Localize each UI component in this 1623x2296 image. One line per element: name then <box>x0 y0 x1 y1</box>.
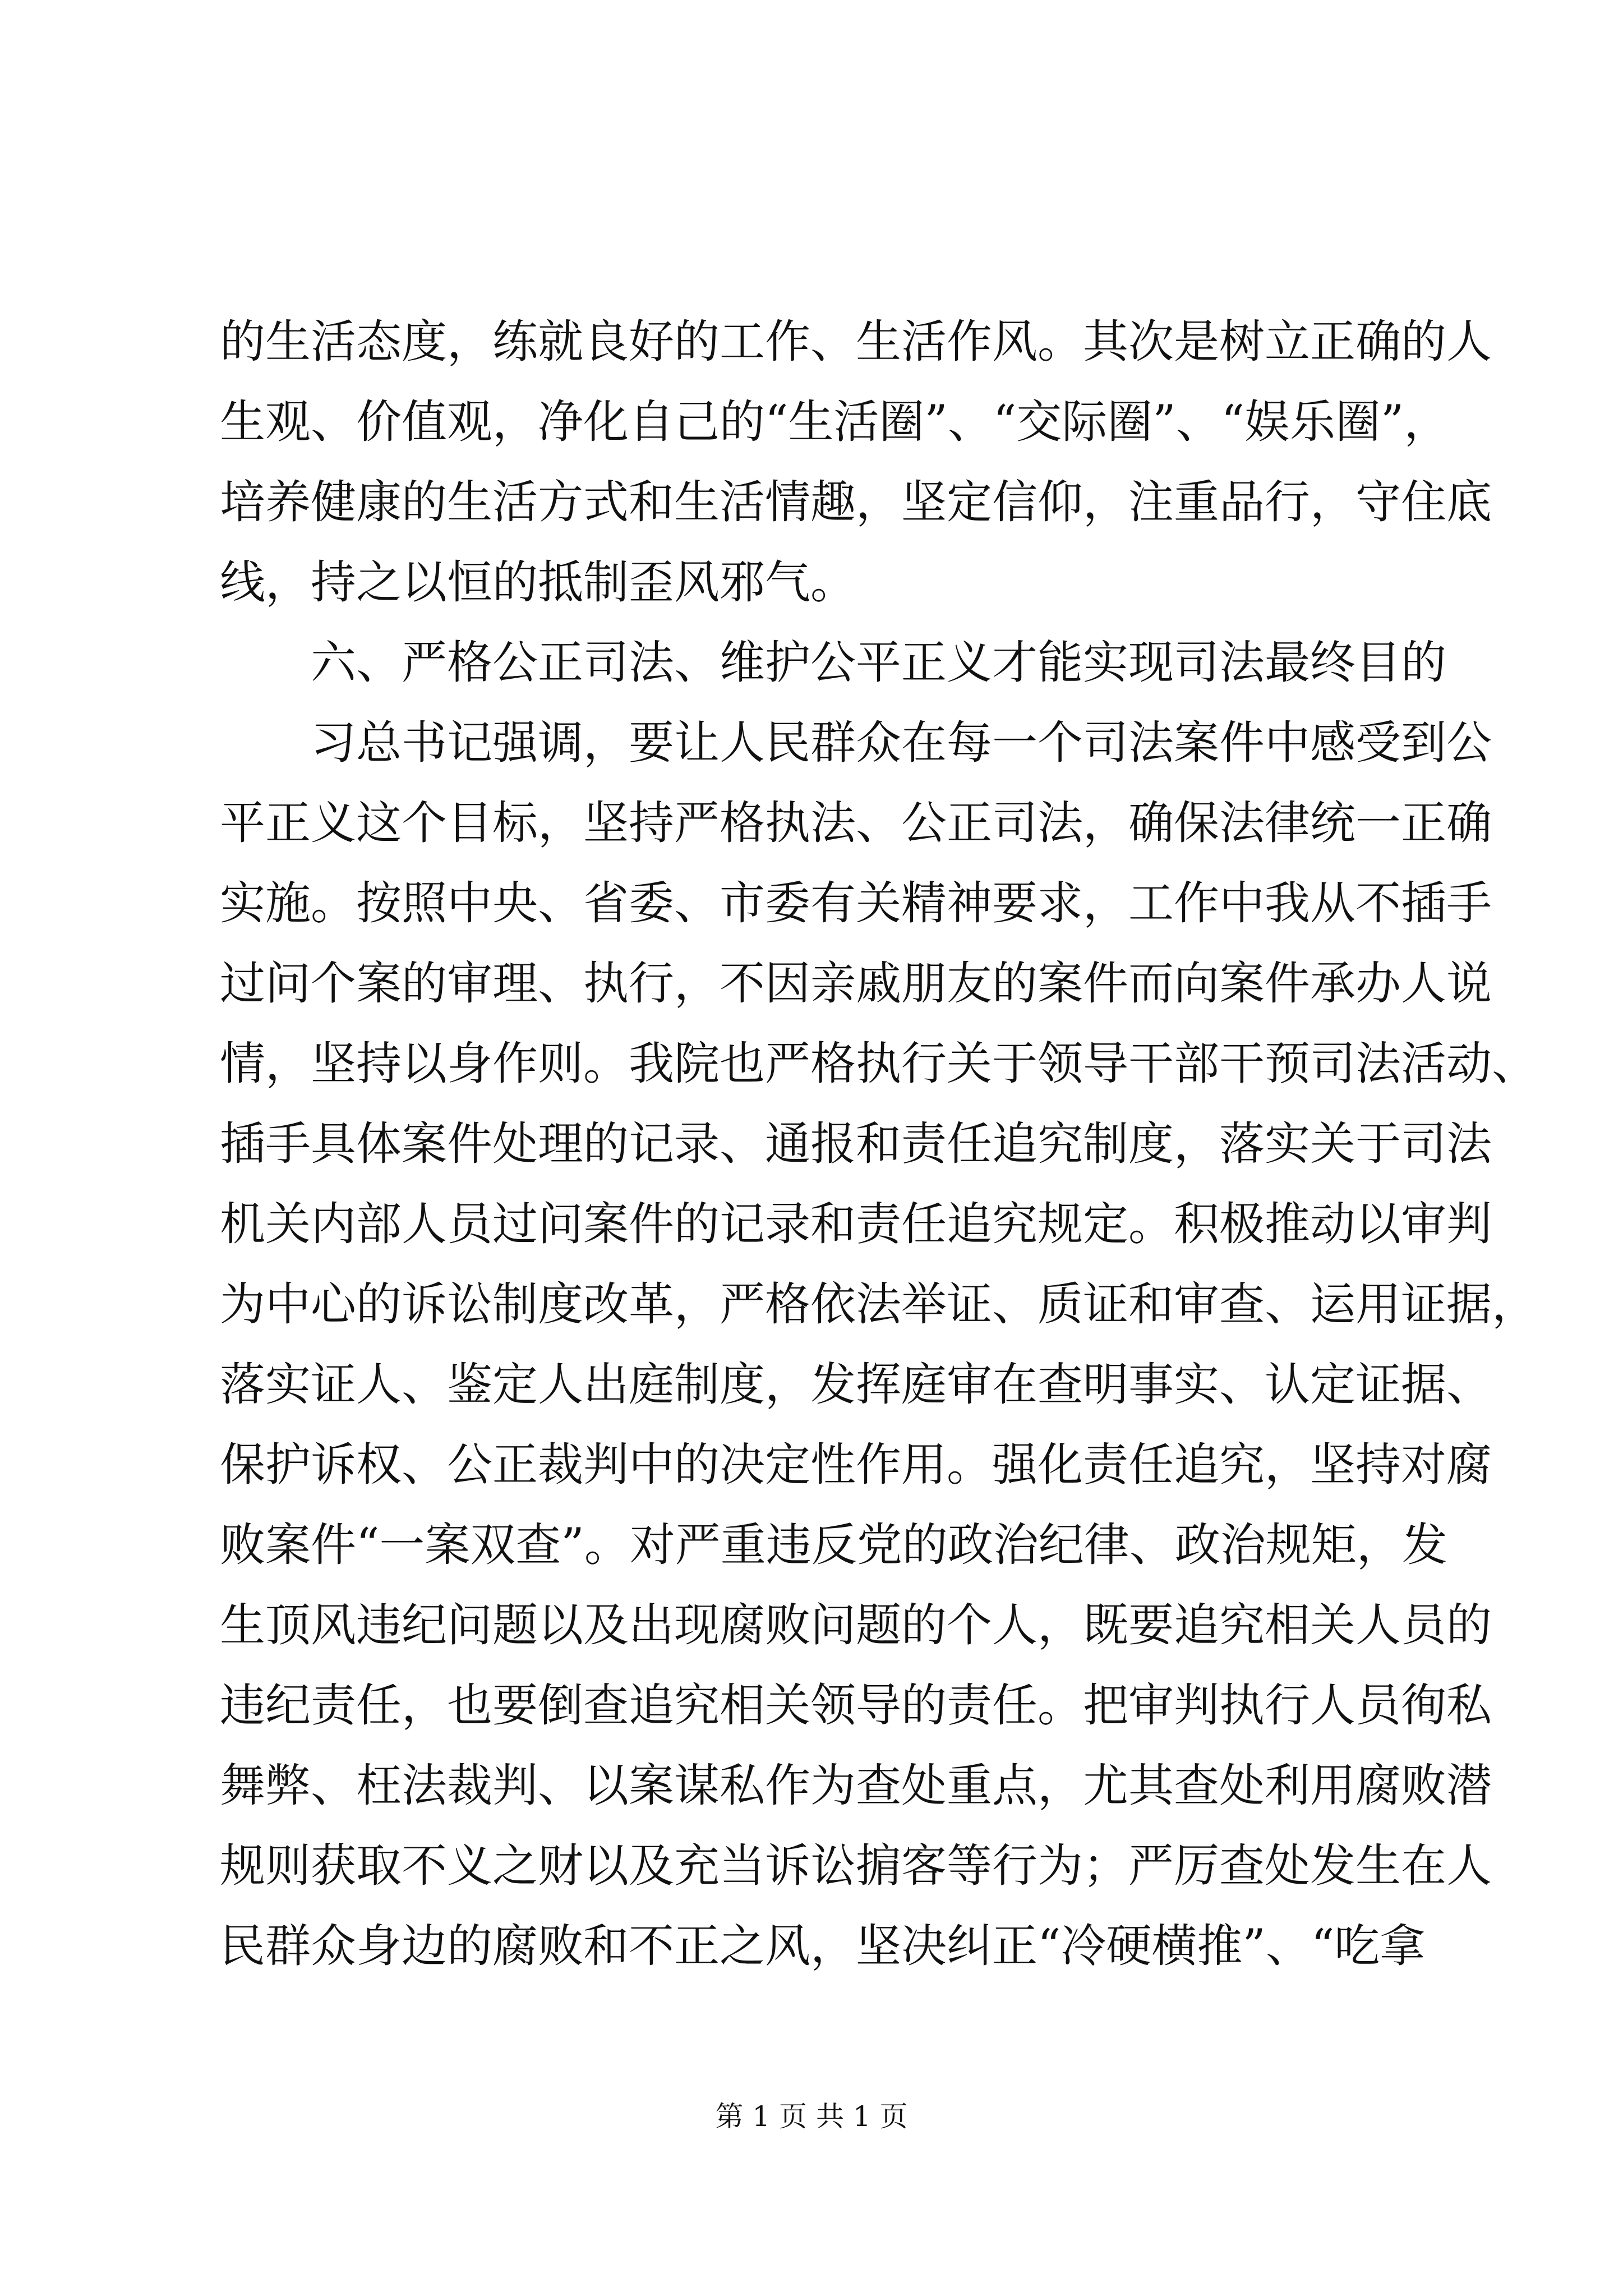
text-line: 落实证人、鉴定人出庭制度，发挥庭审在查明事实、认定证据、 <box>220 1359 1492 1411</box>
text-line: 违纪责任，也要倒查追究相关领导的责任。把审判执行人员徇私 <box>220 1680 1492 1732</box>
page-footer: 第 1 页 共 1 页 <box>715 2100 908 2133</box>
text-line: 的生活态度，练就良好的工作、生活作风。其次是树立正确的人 <box>220 316 1492 369</box>
text-line: 生观、价值观，净化自己的“生活圈”、“交际圈”、“娱乐圈”， <box>220 396 1450 449</box>
text-line: 舞弊、枉法裁判、以案谋私作为查处重点，尤其查处利用腐败潜 <box>220 1760 1492 1812</box>
text-line: 线，持之以恒的抵制歪风邪气。 <box>220 556 856 609</box>
text-line: 培养健康的生活方式和生活情趣，坚定信仰，注重品行，守住底 <box>220 476 1492 529</box>
text-line: 为中心的诉讼制度改革，严格依法举证、质证和审查、运用证据， <box>220 1278 1538 1331</box>
text-line: 败案件“一案双查”。对严重违反党的政治纪律、政治规矩，发 <box>220 1519 1447 1572</box>
text-line: 情，坚持以身作则。我院也严格执行关于领导干部干预司法活动、 <box>220 1038 1538 1091</box>
text-line: 生顶风违纪问题以及出现腐败问题的个人，既要追究相关人员的 <box>220 1599 1492 1652</box>
text-line: 平正义这个目标，坚持严格执法、公正司法，确保法律统一正确 <box>220 797 1492 850</box>
text-line: 保护诉权、公正裁判中的决定性作用。强化责任追究，坚持对腐 <box>220 1439 1492 1492</box>
text-line: 规则获取不义之财以及充当诉讼掮客等行为；严厉查处发生在人 <box>220 1840 1492 1893</box>
text-line: 插手具体案件处理的记录、通报和责任追究制度，落实关于司法 <box>220 1118 1492 1171</box>
text-line: 民群众身边的腐败和不正之风，坚决纠正“冷硬横推”、“吃拿 <box>220 1920 1426 1973</box>
text-line: 过问个案的审理、执行，不因亲戚朋友的案件而向案件承办人说 <box>220 958 1492 1010</box>
text-line: 实施。按照中央、省委、市委有关精神要求，工作中我从不插手 <box>220 877 1492 930</box>
text-line: 机关内部人员过问案件的记录和责任追究规定。积极推动以审判 <box>220 1198 1492 1251</box>
section-heading: 六、严格公正司法、维护公平正义才能实现司法最终目的 <box>311 637 1447 689</box>
paragraph-first-line: 习总书记强调，要让人民群众在每一个司法案件中感受到公 <box>311 717 1492 770</box>
